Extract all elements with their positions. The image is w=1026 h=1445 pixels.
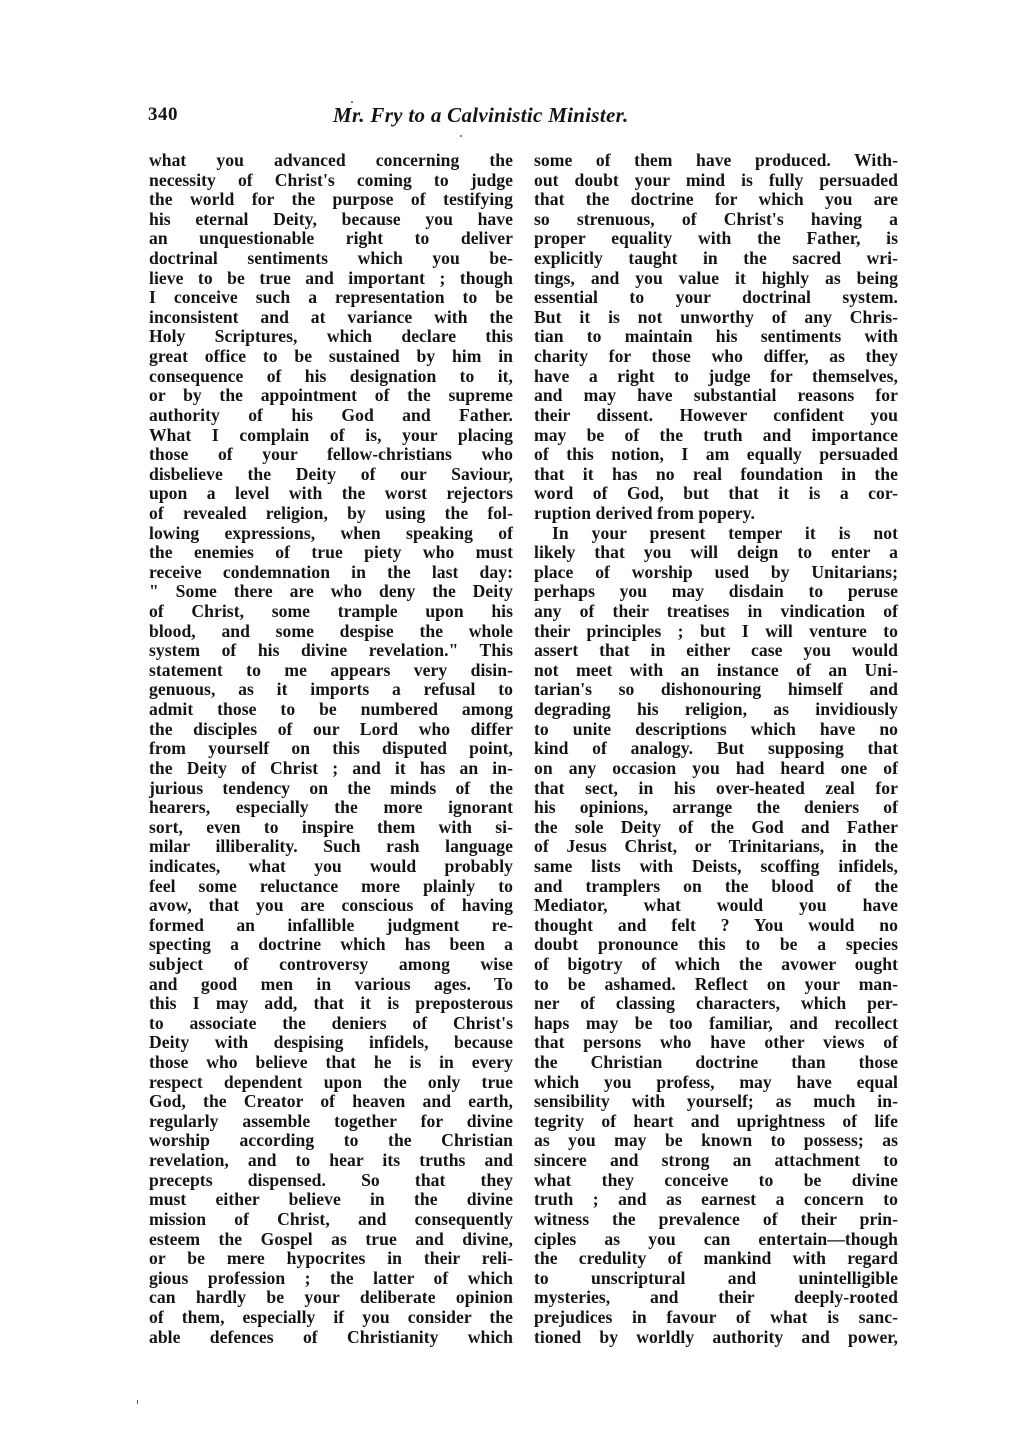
text-line: thought and felt ? You would no — [534, 914, 898, 935]
text-line: that persons who have other views of — [534, 1032, 898, 1053]
text-line: But it is not unworthy of any Chris- — [534, 306, 898, 327]
text-line: feel some reluctance more plainly to — [149, 875, 513, 896]
text-line: perhaps you may disdain to peruse — [534, 581, 898, 602]
text-line: the sole Deity of the God and Father — [534, 816, 898, 837]
text-line: kind of analogy. But supposing that — [534, 738, 898, 759]
text-line: the credulity of mankind with regard — [534, 1248, 898, 1269]
text-line: revelation, and to hear its truths and — [149, 1150, 513, 1171]
text-line: ciples as you can entertain—though — [534, 1228, 898, 1249]
text-line: What I complain of is, your placing — [149, 424, 513, 445]
text-line: In your present temper it is not — [552, 522, 898, 543]
text-line: to unite descriptions which have no — [534, 718, 898, 739]
text-line: on any occasion you had heard one of — [534, 757, 898, 778]
text-line: which you profess, may have equal — [534, 1071, 898, 1092]
text-line: disbelieve the Deity of our Saviour, — [149, 463, 513, 484]
text-line: admit those to be numbered among — [149, 699, 513, 720]
text-line: some of them have produced. With- — [534, 150, 898, 170]
text-line: mission of Christ, and consequently — [149, 1208, 513, 1229]
text-line: genuous, as it imports a refusal to — [149, 679, 513, 700]
text-line: to associate the deniers of Christ's — [149, 1012, 513, 1033]
text-line: tarian's so dishonouring himself and — [534, 679, 898, 700]
text-line: the disciples of our Lord who differ — [149, 718, 513, 739]
text-line: tioned by worldly authority and power, — [534, 1326, 898, 1347]
text-line: same lists with Deists, scoffing infidels, — [534, 855, 898, 876]
text-line: indicates, what you would probably — [149, 855, 513, 876]
text-line: the Christian doctrine than those — [534, 1052, 898, 1073]
text-line: authority of his God and Father. — [149, 404, 513, 425]
text-line: great office to be sustained by him in — [149, 346, 513, 367]
text-line: sensibility with yourself; as much in- — [534, 1091, 898, 1112]
text-line: ner of classing characters, which per- — [534, 993, 898, 1014]
text-line: not meet with an instance of an Uni- — [534, 659, 898, 680]
text-line: formed an infallible judgment re- — [149, 914, 513, 935]
text-line: consequence of his designation to it, — [149, 365, 513, 386]
text-line: an unquestionable right to deliver — [149, 228, 513, 249]
text-line: blood, and some despise the whole — [149, 620, 513, 641]
running-head — [148, 104, 898, 130]
text-line: their dissent. However confident you — [534, 404, 898, 425]
text-line: necessity of Christ's coming to judge — [149, 169, 513, 190]
text-column-right — [534, 151, 898, 1347]
text-line: sort, even to inspire them with si- — [149, 816, 513, 837]
text-line: out doubt your mind is fully persuaded — [534, 169, 898, 190]
text-line: his eternal Deity, because you have — [149, 208, 513, 229]
text-line: jurious tendency on the minds of the — [149, 777, 513, 798]
text-line: statement to me appears very disin- — [149, 659, 513, 680]
scan-speck — [137, 1400, 138, 1404]
text-line: can hardly be your deliberate opinion — [149, 1287, 513, 1308]
text-line: I conceive such a representation to be — [149, 287, 513, 308]
text-line: tian to maintain his sentiments with — [534, 326, 898, 347]
text-line: their principles ; but I will venture to — [534, 620, 898, 641]
text-line: of revealed religion, by using the fol- — [149, 502, 513, 523]
text-line: esteem the Gospel as true and divine, — [149, 1228, 513, 1249]
text-line: charity for those who differ, as they — [534, 346, 898, 367]
text-line: gious profession ; the latter of which — [149, 1267, 513, 1288]
text-line: respect dependent upon the only true — [149, 1071, 513, 1092]
text-line: tegrity of heart and uprightness of life — [534, 1110, 898, 1131]
text-line: tings, and you value it highly as being — [534, 267, 898, 288]
text-line: " Some there are who deny the Deity — [149, 581, 513, 602]
text-line: must either believe in the divine — [149, 1189, 513, 1210]
text-line: what you advanced concerning the — [149, 150, 513, 170]
text-line: the Deity of Christ ; and it has an in- — [149, 757, 513, 778]
text-line: doubt pronounce this to be a species — [534, 934, 898, 955]
text-line: lieve to be true and important ; though — [149, 267, 513, 288]
scan-speck — [351, 101, 353, 103]
text-line: to unscriptural and unintelligible — [534, 1267, 898, 1288]
text-line: avow, that you are conscious of having — [149, 895, 513, 916]
text-line: haps may be too familiar, and recollect — [534, 1012, 898, 1033]
text-line: sincere and strong an attachment to — [534, 1150, 898, 1171]
text-line: prejudices in favour of what is sanc- — [534, 1306, 898, 1327]
text-line: likely that you will deign to enter a — [534, 542, 898, 563]
text-line: word of God, but that it is a cor- — [534, 483, 898, 504]
text-line: regularly assemble together for divine — [149, 1110, 513, 1131]
text-line: from yourself on this disputed point, — [149, 738, 513, 759]
text-line: and good men in various ages. To — [149, 973, 513, 994]
text-line: or be mere hypocrites in their reli- — [149, 1248, 513, 1269]
text-line: Deity with despising infidels, because — [149, 1032, 513, 1053]
text-line: the enemies of true piety who must — [149, 542, 513, 563]
text-line: hearers, especially the more ignorant — [149, 797, 513, 818]
text-line: of this notion, I am equally persuaded — [534, 444, 898, 465]
text-line: may be of the truth and importance — [534, 424, 898, 445]
text-line: any of their treatises in vindication of — [534, 601, 898, 622]
text-line: or by the appointment of the supreme — [149, 385, 513, 406]
text-line: precepts dispensed. So that they — [149, 1169, 513, 1190]
text-line: have a right to judge for themselves, — [534, 365, 898, 386]
text-line: his opinions, arrange the deniers of — [534, 797, 898, 818]
text-line: of Christ, some trample upon his — [149, 601, 513, 622]
text-line: of Jesus Christ, or Trinitarians, in the — [534, 836, 898, 857]
text-line: Mediator, what would you have — [534, 895, 898, 916]
text-line: so strenuous, of Christ's having a — [534, 208, 898, 229]
text-line: proper equality with the Father, is — [534, 228, 898, 249]
text-line: of bigotry of which the avower ought — [534, 953, 898, 974]
running-title: Mr. Fry to a Calvinistic Minister. — [333, 103, 629, 127]
text-line: what they conceive to be divine — [534, 1169, 898, 1190]
text-line: essential to your doctrinal system. — [534, 287, 898, 308]
text-line: to be ashamed. Reflect on your man- — [534, 973, 898, 994]
text-line: upon a level with the worst rejectors — [149, 483, 513, 504]
text-line: this I may add, that it is preposterous — [149, 993, 513, 1014]
page-number: 340 — [148, 104, 178, 125]
text-line: as you may be known to possess; as — [534, 1130, 898, 1151]
text-line: explicitly taught in the sacred wri- — [534, 248, 898, 269]
text-line: degrading his religion, as invidiously — [534, 699, 898, 720]
scan-speck — [460, 135, 462, 137]
text-column-left — [149, 151, 513, 1347]
text-line: witness the prevalence of their prin- — [534, 1208, 898, 1229]
text-line: receive condemnation in the last day: — [149, 561, 513, 582]
text-line: place of worship used by Unitarians; — [534, 561, 898, 582]
text-line: mysteries, and their deeply-rooted — [534, 1287, 898, 1308]
text-line: that it has no real foundation in the — [534, 463, 898, 484]
text-line: the world for the purpose of testifying — [149, 189, 513, 210]
text-line: ruption derived from popery. — [534, 502, 755, 523]
text-line: God, the Creator of heaven and earth, — [149, 1091, 513, 1112]
text-line: able defences of Christianity which — [149, 1326, 513, 1347]
text-line: and tramplers on the blood of the — [534, 875, 898, 896]
text-line: Holy Scriptures, which declare this — [149, 326, 513, 347]
text-line: doctrinal sentiments which you be- — [149, 248, 513, 269]
text-line: subject of controversy among wise — [149, 953, 513, 974]
text-line: that sect, in his over-heated zeal for — [534, 777, 898, 798]
text-line: and may have substantial reasons for — [534, 385, 898, 406]
text-line: system of his divine revelation." This — [149, 640, 513, 661]
text-line: lowing expressions, when speaking of — [149, 522, 513, 543]
text-line: of them, especially if you consider the — [149, 1306, 513, 1327]
text-line: specting a doctrine which has been a — [149, 934, 513, 955]
text-line: inconsistent and at variance with the — [149, 306, 513, 327]
text-line: that the doctrine for which you are — [534, 189, 898, 210]
text-line: those of your fellow-christians who — [149, 444, 513, 465]
text-line: milar illiberality. Such rash language — [149, 836, 513, 857]
text-line: assert that in either case you would — [534, 640, 898, 661]
text-line: truth ; and as earnest a concern to — [534, 1189, 898, 1210]
text-line: worship according to the Christian — [149, 1130, 513, 1151]
text-line: those who believe that he is in every — [149, 1052, 513, 1073]
